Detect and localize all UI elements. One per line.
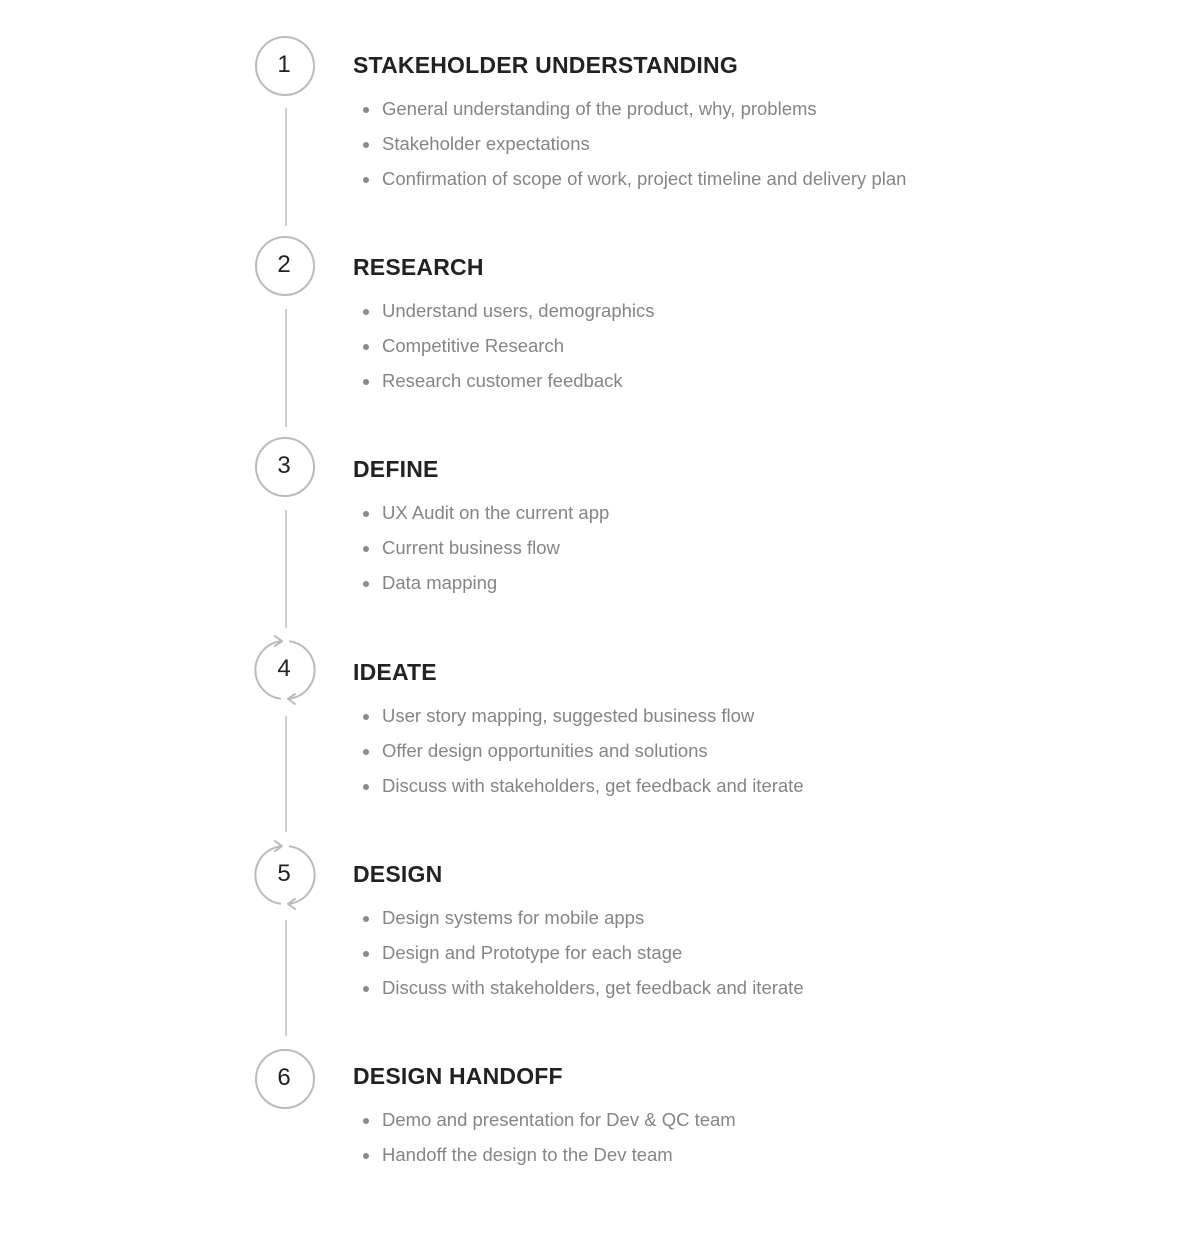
list-item: Stakeholder expectations xyxy=(363,131,906,166)
list-item: Understand users, demographics xyxy=(363,298,655,333)
list-item: Handoff the design to the Dev team xyxy=(363,1142,736,1177)
list-item: Data mapping xyxy=(363,570,609,605)
step-title: DEFINE xyxy=(353,456,439,482)
step-number: 3 xyxy=(277,452,291,479)
list-item: Current business flow xyxy=(363,535,609,570)
step-task-list xyxy=(363,1107,736,1177)
list-item: UX Audit on the current app xyxy=(363,500,609,535)
step-ideate xyxy=(0,604,1200,804)
step-number-badge xyxy=(255,1049,315,1109)
step-task-list xyxy=(363,96,906,201)
step-number: 6 xyxy=(277,1064,291,1091)
step-title: DESIGN HANDOFF xyxy=(353,1063,563,1089)
step-task-list xyxy=(363,298,655,403)
list-item: Competitive Research xyxy=(363,333,655,368)
list-item: Demo and presentation for Dev & QC team xyxy=(363,1107,736,1142)
step-task-list xyxy=(363,703,804,808)
step-number-badge xyxy=(255,640,315,700)
step-task-list xyxy=(363,500,609,605)
list-item: Research customer feedback xyxy=(363,368,655,403)
step-number: 4 xyxy=(277,655,291,682)
list-item: Design systems for mobile apps xyxy=(363,905,804,940)
step-design xyxy=(0,809,1200,1009)
step-number-badge xyxy=(255,437,315,497)
list-item: Discuss with stakeholders, get feedback and iterate xyxy=(363,773,804,808)
step-number: 5 xyxy=(277,860,291,887)
step-number-badge xyxy=(255,36,315,96)
step-number-badge xyxy=(255,236,315,296)
step-number-badge xyxy=(255,845,315,905)
list-item: Confirmation of scope of work, project timeline and delivery plan xyxy=(363,166,906,201)
step-research xyxy=(0,200,1200,400)
list-item: General understanding of the product, why, problems xyxy=(363,96,906,131)
step-title: RESEARCH xyxy=(353,254,484,280)
list-item: User story mapping, suggested business flow xyxy=(363,703,804,738)
list-item: Discuss with stakeholders, get feedback and iterate xyxy=(363,975,804,1010)
step-define xyxy=(0,401,1200,601)
step-number: 1 xyxy=(277,51,291,78)
step-stakeholder-understanding xyxy=(0,0,1200,200)
list-item: Design and Prototype for each stage xyxy=(363,940,804,975)
step-task-list xyxy=(363,905,804,1010)
list-item: Offer design opportunities and solutions xyxy=(363,738,804,773)
step-design-handoff xyxy=(0,1013,1200,1213)
step-title: IDEATE xyxy=(353,659,437,685)
step-title: STAKEHOLDER UNDERSTANDING xyxy=(353,52,738,78)
step-title: DESIGN xyxy=(353,861,443,887)
step-number: 2 xyxy=(277,251,291,278)
